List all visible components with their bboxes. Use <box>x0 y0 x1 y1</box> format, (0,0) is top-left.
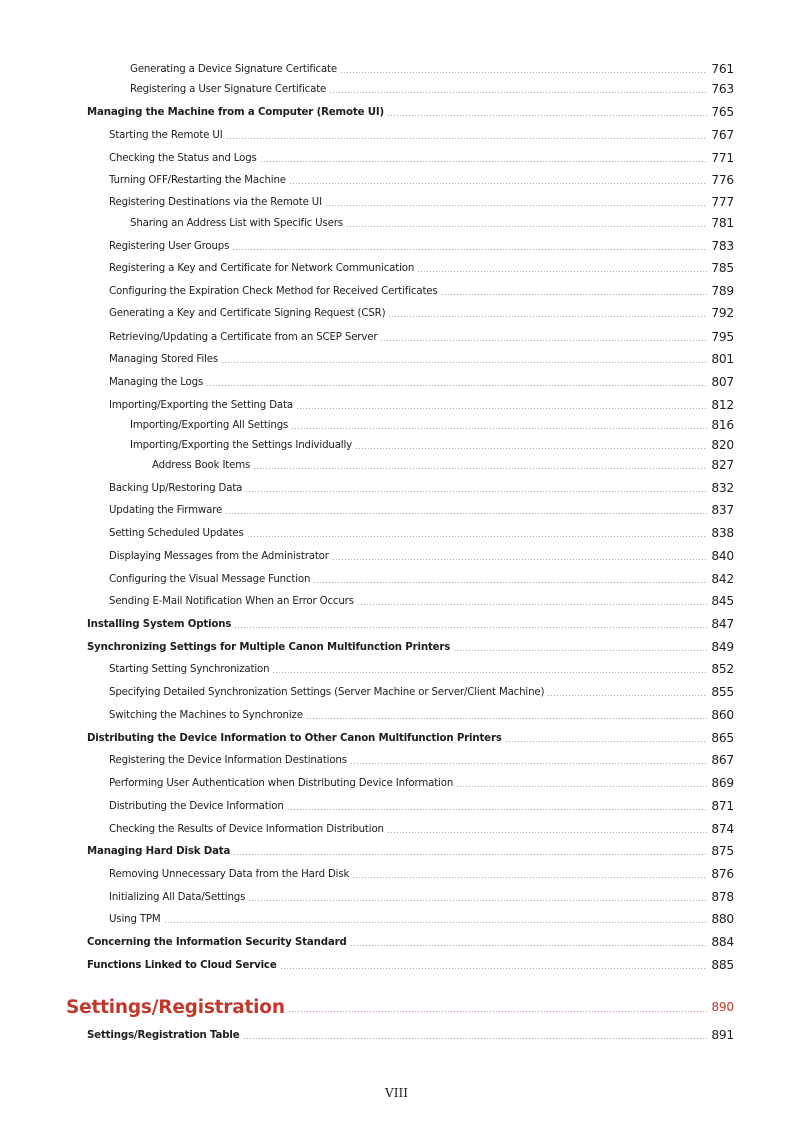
toc-entry-page: 820 <box>711 438 734 452</box>
toc-entry-title: Concerning the Information Security Standard <box>87 936 347 948</box>
dot-leader <box>505 741 707 742</box>
toc-entry-page: 867 <box>711 753 734 767</box>
toc-entry-page: 792 <box>711 306 734 320</box>
toc-entry-page: 878 <box>711 890 734 904</box>
toc-chapter-entry[interactable] <box>66 994 734 1020</box>
toc-entry-page: 795 <box>711 330 734 344</box>
toc-entry-title: Checking the Results of Device Information Distribution <box>109 823 384 835</box>
dot-leader <box>243 1038 708 1039</box>
toc-entry-page: 842 <box>711 572 734 586</box>
toc-entry[interactable] <box>109 282 734 300</box>
toc-entry-page: 771 <box>711 151 734 165</box>
toc-entry-title: Removing Unnecessary Data from the Hard Disk <box>109 868 350 880</box>
toc-entry[interactable] <box>130 80 734 98</box>
toc-entry-page: 880 <box>711 912 734 926</box>
toc-entry-title: Importing/Exporting All Settings <box>130 419 289 431</box>
toc-entry[interactable] <box>109 171 734 189</box>
dot-leader <box>221 362 707 363</box>
dot-leader <box>280 968 707 969</box>
toc-entry-page: 869 <box>711 776 734 790</box>
toc-entry-title: Retrieving/Updating a Certificate from an SCEP Server <box>109 331 378 343</box>
toc-entry-page: 837 <box>711 503 734 517</box>
toc-entry-page: 767 <box>711 128 734 142</box>
toc-entry-title: Managing Stored Files <box>109 353 219 365</box>
toc-entry[interactable] <box>109 797 734 815</box>
toc-entry-title: Registering a Key and Certificate for Network Communication <box>109 262 415 274</box>
toc-entry-title: Distributing the Device Information to Other Canon Multifunction Printers <box>87 732 502 744</box>
dot-leader <box>329 92 707 93</box>
dot-leader <box>352 877 707 878</box>
toc-entry[interactable] <box>87 956 734 974</box>
dot-leader <box>248 900 707 901</box>
toc-entry[interactable] <box>109 479 734 497</box>
toc-entry[interactable] <box>87 638 734 656</box>
toc-entry[interactable] <box>130 436 734 454</box>
toc-entry-title: Functions Linked to Cloud Service <box>87 959 277 971</box>
toc-entry-title: Synchronizing Settings for Multiple Canon Multifunction Printers <box>87 641 451 653</box>
toc-entry-page: 871 <box>711 799 734 813</box>
toc-entry[interactable] <box>109 683 734 701</box>
toc-entry-title: Generating a Device Signature Certificate <box>130 63 338 75</box>
dot-leader <box>340 72 707 73</box>
toc-entry-page: 860 <box>711 708 734 722</box>
toc-entry-title: Managing Hard Disk Data <box>87 845 231 857</box>
toc-entry-title: Sending E-Mail Notification When an Error Occurs <box>109 595 354 607</box>
toc-entry[interactable] <box>109 237 734 255</box>
toc-entry-title: Address Book Items <box>152 459 251 471</box>
toc-entry-page: 852 <box>711 662 734 676</box>
toc-entry-page: 777 <box>711 195 734 209</box>
toc-entry-page: 890 <box>711 1000 734 1014</box>
toc-entry-page: 812 <box>711 398 734 412</box>
toc-entry-page: 765 <box>711 105 734 119</box>
toc-entry-page: 845 <box>711 594 734 608</box>
toc-entry-page: 891 <box>711 1028 734 1042</box>
toc-entry[interactable] <box>109 910 734 928</box>
toc-entry-page: 776 <box>711 173 734 187</box>
dot-leader <box>350 945 707 946</box>
toc-entry[interactable] <box>130 60 734 78</box>
toc-entry-page: 840 <box>711 549 734 563</box>
toc-entry-page: 785 <box>711 261 734 275</box>
toc-entry[interactable] <box>87 842 734 860</box>
toc-entry[interactable] <box>109 660 734 678</box>
dot-leader <box>547 695 707 696</box>
dot-leader <box>288 1011 707 1012</box>
dot-leader <box>206 385 707 386</box>
toc-entry[interactable] <box>109 193 734 211</box>
toc-entry-title: Managing the Logs <box>109 376 204 388</box>
toc-entry-title: Updating the Firmware <box>109 504 223 516</box>
toc-entry-title: Setting Scheduled Updates <box>109 527 244 539</box>
dot-leader <box>380 340 707 341</box>
toc-entry-title: Using TPM <box>109 913 161 925</box>
dot-leader <box>260 161 707 162</box>
dot-leader <box>441 294 707 295</box>
dot-leader <box>387 115 707 116</box>
dot-leader <box>417 271 707 272</box>
toc-entry-title: Sharing an Address List with Specific Users <box>130 217 343 229</box>
toc-entry[interactable] <box>109 149 734 167</box>
toc-entry[interactable] <box>109 328 734 346</box>
toc-entry[interactable] <box>87 933 734 951</box>
toc-entry-title: Registering the Device Information Destinations <box>109 754 347 766</box>
toc-entry[interactable] <box>87 103 734 121</box>
toc-entry[interactable] <box>109 570 734 588</box>
toc-entry-title: Configuring the Visual Message Function <box>109 573 311 585</box>
toc-entry-title: Configuring the Expiration Check Method for Received Certificates <box>109 285 438 297</box>
dot-leader <box>287 809 707 810</box>
toc-entry-title: Switching the Machines to Synchronize <box>109 709 303 721</box>
dot-leader <box>306 718 707 719</box>
toc-entry-title: Starting the Remote UI <box>109 129 223 141</box>
dot-leader <box>388 316 707 317</box>
toc-entry-title: Distributing the Device Information <box>109 800 284 812</box>
toc-entry-title: Settings/Registration <box>66 996 285 1018</box>
toc-entry-title: Checking the Status and Logs <box>109 152 257 164</box>
toc-entry[interactable] <box>109 774 734 792</box>
toc-entry-page: 865 <box>711 731 734 745</box>
toc-entry[interactable] <box>130 214 734 232</box>
toc-entry[interactable] <box>87 1026 734 1044</box>
toc-entry-title: Starting Setting Synchronization <box>109 663 270 675</box>
toc-entry-title: Managing the Machine from a Computer (Remote UI) <box>87 106 384 118</box>
toc-entry-page: 874 <box>711 822 734 836</box>
dot-leader <box>313 582 707 583</box>
toc-entry-title: Performing User Authentication when Distributing Device Information <box>109 777 454 789</box>
toc-entry[interactable] <box>130 416 734 434</box>
toc-entry-title: Generating a Key and Certificate Signing Request (CSR) <box>109 307 386 319</box>
toc-entry-title: Importing/Exporting the Setting Data <box>109 399 293 411</box>
dot-leader <box>234 627 707 628</box>
toc-entry-page: 885 <box>711 958 734 972</box>
dot-leader <box>225 513 707 514</box>
toc-entry[interactable] <box>87 615 734 633</box>
toc-entry-title: Registering Destinations via the Remote UI <box>109 196 322 208</box>
dot-leader <box>355 448 707 449</box>
dot-leader <box>357 604 707 605</box>
toc-entry[interactable] <box>109 259 734 277</box>
toc-entry[interactable] <box>109 396 734 414</box>
dot-leader <box>346 226 707 227</box>
toc-entry[interactable] <box>152 456 734 474</box>
dot-leader <box>456 786 707 787</box>
toc-entry-title: Registering User Groups <box>109 240 230 252</box>
page-number-footer: VIII <box>385 1086 408 1100</box>
dot-leader <box>247 536 707 537</box>
toc-entry-page: 783 <box>711 239 734 253</box>
toc-entry-title: Displaying Messages from the Administrator <box>109 550 329 562</box>
toc-entry-title: Turning OFF/Restarting the Machine <box>109 174 286 186</box>
toc-entry[interactable] <box>109 820 734 838</box>
dot-leader <box>350 763 707 764</box>
toc-entry-page: 801 <box>711 352 734 366</box>
toc-entry-page: 849 <box>711 640 734 654</box>
toc-entry-page: 847 <box>711 617 734 631</box>
dot-leader <box>387 832 707 833</box>
dot-leader <box>332 559 707 560</box>
toc-entry-page: 838 <box>711 526 734 540</box>
toc-entry[interactable] <box>109 524 734 542</box>
toc-entry[interactable] <box>109 865 734 883</box>
toc-entry-title: Importing/Exporting the Settings Individually <box>130 439 353 451</box>
dot-leader <box>233 854 707 855</box>
toc-entry-page: 816 <box>711 418 734 432</box>
dot-leader <box>245 491 707 492</box>
toc-entry[interactable] <box>109 751 734 769</box>
toc-entry-page: 763 <box>711 82 734 96</box>
toc-entry[interactable] <box>109 592 734 610</box>
toc-entry[interactable] <box>109 350 734 368</box>
dot-leader <box>296 408 707 409</box>
toc-entry-title: Backing Up/Restoring Data <box>109 482 243 494</box>
dot-leader <box>272 672 707 673</box>
dot-leader <box>164 922 707 923</box>
dot-leader <box>226 138 707 139</box>
toc-entry-title: Specifying Detailed Synchronization Settings (Server Machine or Server/Client Machine) <box>109 686 545 698</box>
dot-leader <box>291 428 707 429</box>
dot-leader <box>253 468 707 469</box>
dot-leader <box>232 249 707 250</box>
toc-entry-page: 832 <box>711 481 734 495</box>
toc-entry-title: Settings/Registration Table <box>87 1029 240 1041</box>
toc-entry-page: 876 <box>711 867 734 881</box>
dot-leader <box>453 650 707 651</box>
toc-entry[interactable] <box>109 706 734 724</box>
toc-entry[interactable] <box>109 501 734 519</box>
toc-entry-page: 875 <box>711 844 734 858</box>
toc-entry-page: 761 <box>711 62 734 76</box>
toc-entry-title: Initializing All Data/Settings <box>109 891 246 903</box>
toc-entry-page: 789 <box>711 284 734 298</box>
dot-leader <box>289 183 707 184</box>
toc-entry[interactable] <box>109 888 734 906</box>
toc-entry-page: 884 <box>711 935 734 949</box>
toc-entry[interactable] <box>109 304 734 322</box>
toc-entry[interactable] <box>109 126 734 144</box>
toc-entry[interactable] <box>109 373 734 391</box>
toc-entry[interactable] <box>87 729 734 747</box>
toc-entry-title: Installing System Options <box>87 618 232 630</box>
toc-entry-title: Registering a User Signature Certificate <box>130 83 327 95</box>
toc-entry-page: 781 <box>711 216 734 230</box>
dot-leader <box>325 205 707 206</box>
toc-entry[interactable] <box>109 547 734 565</box>
toc-entry-page: 807 <box>711 375 734 389</box>
toc-entry-page: 827 <box>711 458 734 472</box>
toc-entry-page: 855 <box>711 685 734 699</box>
